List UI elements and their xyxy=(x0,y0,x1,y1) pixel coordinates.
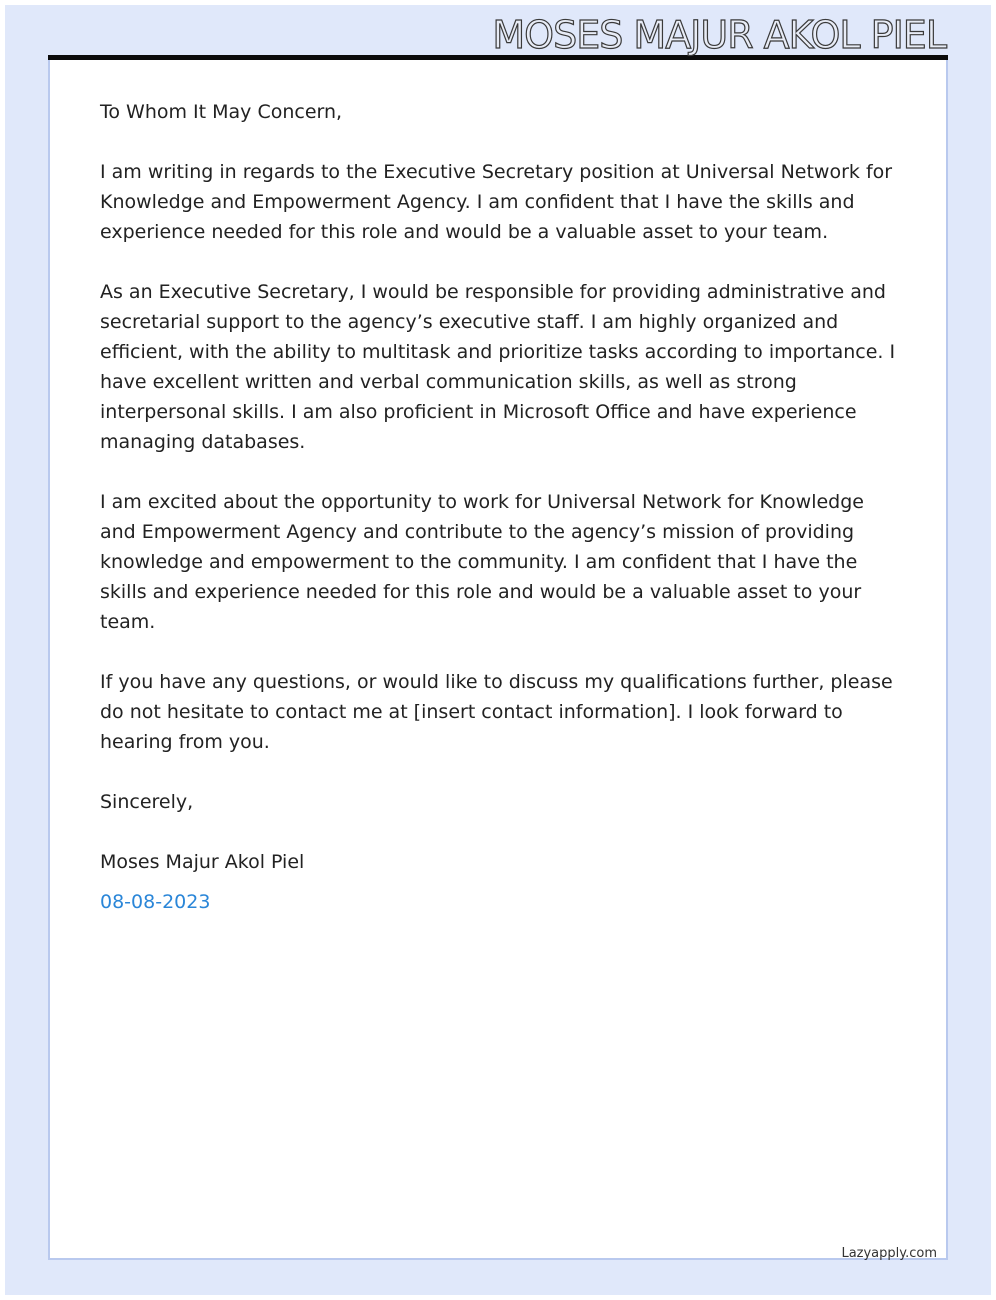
letter-paragraph-2: As an Executive Secretary, I would be responsible for providing administrative and secretarial support to the agency’s executive staff. I am highly organized and efficient, with the ability to multitask and prioritize tasks according to importance. I have excellent written and verbal communication skills, as well as strong interpersonal skills. I am also proficient in Microsoft Office and have experience managing databases. xyxy=(100,281,896,453)
letter-signature: Moses Majur Akol Piel xyxy=(100,851,305,873)
letter-paragraph-1: I am writing in regards to the Executive Secretary position at Universal Network for Knowledge and Empowerment Agency. I am confident that I have the skills and experience needed for this role and would be a valuable asset to your team. xyxy=(100,161,893,243)
cover-letter-body xyxy=(100,97,900,917)
letter-paragraph-4: If you have any questions, or would like to discuss my qualifications further, please do not hesitate to contact me at [insert contact information]. I look forward to hearing from you. xyxy=(100,671,893,753)
letter-date: 08-08-2023 xyxy=(100,891,211,913)
footer-brand: Lazyapply.com xyxy=(841,1246,937,1261)
letter-closing: Sincerely, xyxy=(100,791,194,813)
letter-paragraph-3: I am excited about the opportunity to work for Universal Network for Knowledge and Empowerment Agency and contribute to the agency’s mission of providing knowledge and empowerment to the community. I am confident that I have the skills and experience needed for this role and would be a valuable asset to your team. xyxy=(100,491,864,633)
letter-greeting: To Whom It May Concern, xyxy=(100,101,343,123)
applicant-name-header: MOSES MAJUR AKOL PIEL xyxy=(492,13,946,57)
